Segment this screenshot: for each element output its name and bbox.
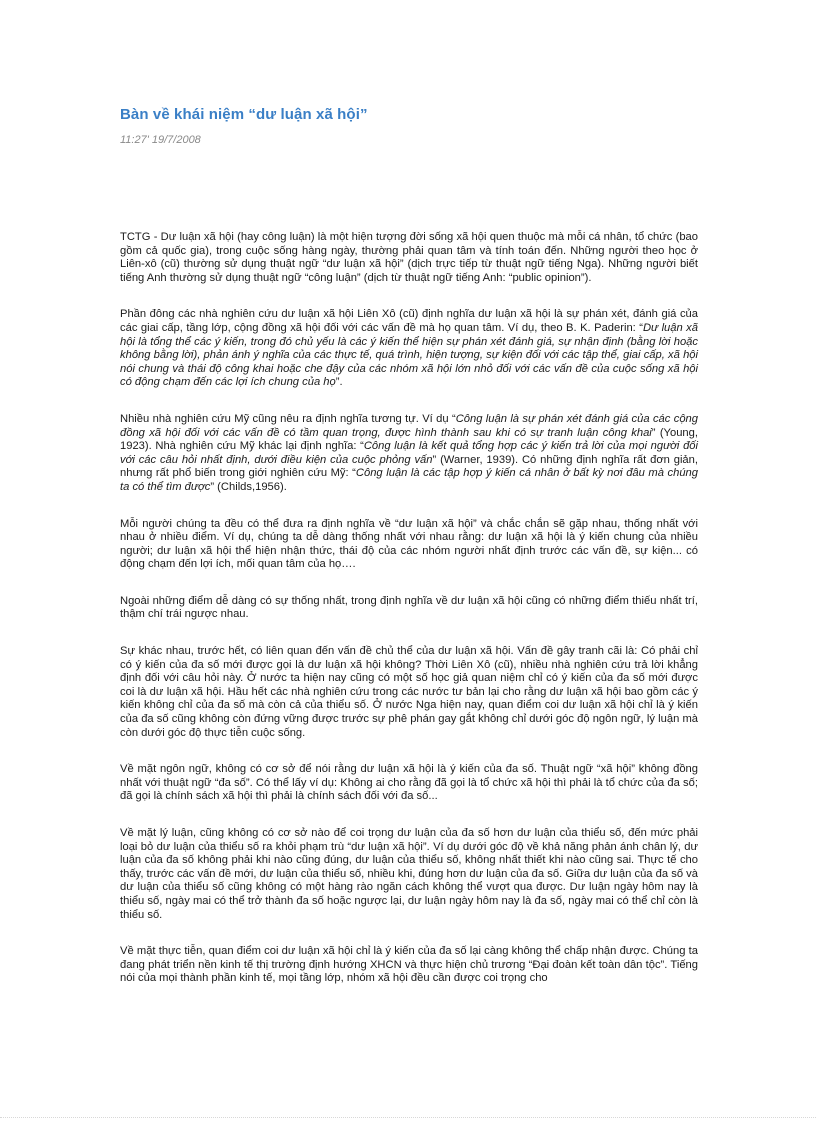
article-date: 11:27' 19/7/2008	[120, 134, 201, 146]
paragraph-text: Phần đông các nhà nghiên cứu dư luận xã hội Liên Xô (cũ) định nghĩa dư luận xã hội là sự phán xét, đánh giá của các giai cấp, tầng lớp, cộng đồng xã hội đối với các vấn đề mà họ quan tâm. Ví dụ, theo B. K. Paderin: “	[120, 308, 698, 334]
article-paragraph	[120, 945, 698, 986]
article-paragraph	[120, 413, 698, 495]
paragraph-text: Ngoài những điểm dễ dàng có sự thống nhất, trong định nghĩa về dư luận xã hội cũng có những điểm thiếu nhất trí, thậm chí trái ngược nhau.	[120, 594, 698, 621]
paragraph-text: Mỗi người chúng ta đều có thể đưa ra định nghĩa về “dư luận xã hội” và chắc chắn sẽ gặp nhau, thống nhất với nhau ở nhiều điểm. Ví dụ, chúng ta dễ dàng thống nhất với nhau rằng: dư luận xã hội là ý kiến chung của nhiều người; dư luận xã hội thể hiện nhận thức, thái độ của các nhóm người nhất định trước các vấn đề, sự kiện... có động chạm đến lợi ích, mối quan tâm của họ….	[120, 517, 698, 571]
paragraph-text: Nhiều nhà nghiên cứu Mỹ cũng nêu ra định nghĩa tương tự. Ví dụ “	[120, 412, 456, 425]
quoted-definition: Công luận là sự phán xét đánh giá của các cộng đồng xã hội đối với các vấn đề có tầm quan trọng, được hình thành sau khi có sự tranh luận công khai	[120, 412, 698, 439]
paragraph-text: TCTG - Dư luận xã hội (hay công luận) là một hiện tượng đời sống xã hội quen thuộc mà mỗi cá nhân, tổ chức (bao gồm cả quốc gia), trong cuộc sống hàng ngày, thường phải quan tâm và tính toán đến. Những người theo học ở Liên-xô (cũ) thường sử dụng thuật ngữ “dư luận xã hội” (dịch trực tiếp từ thuật ngữ tiếng Nga). Những người biết tiếng Anh thường sử dụng thuật ngữ “công luận” (dịch từ thuật ngữ tiếng Anh: “public opinion”).	[120, 231, 698, 284]
paragraph-text: ” (Young, 1923). Nhà nghiên cứu Mỹ khác lại định nghĩa: “	[120, 426, 698, 453]
paragraph-text: ”.	[335, 376, 343, 389]
article-body	[120, 231, 698, 986]
paragraph-text: Sự khác nhau, trước hết, có liên quan đến vấn đề chủ thể của dư luận xã hội. Vấn đề gây tranh cãi là: Có phải chỉ có ý kiến của đa số mới được gọi là dư luận xã hội không? Thời Liên Xô (cũ), nhiều nhà nghiên cứu trả lời khẳng định đối với câu hỏi này. Ở nước ta hiện nay cũng có một số học giả quan niệm chỉ có ý kiến của đa số mới được coi là dư luận xã hội. Hầu hết các nhà nghiên cứu trong các nước tư bản lại cho rằng dư luận xã hội bao gồm các ý kiến không chỉ của đa số mà còn cả của thiểu số. Ở nước Nga hiện nay, quan điểm coi dư luận xã hội chỉ là ý kiến của đa số cũng không còn đứng vững được trước sự phê phán gay gắt không chỉ dưới góc độ ngôn ngữ, lý luận mà còn dưới góc độ thực tiễn cuộc sống.	[120, 645, 698, 739]
quoted-definition: Công luận là các tập hợp ý kiến cá nhân ở bất kỳ nơi đâu mà chúng ta có thể tìm được	[120, 467, 698, 493]
article-paragraph	[120, 518, 698, 572]
paragraph-text: Về mặt thực tiễn, quan điểm coi dư luận xã hội chỉ là ý kiến của đa số lại càng không thể chấp nhận được. Chúng ta đang phát triển nền kinh tế thị trường định hướng XHCN và thực hiện chủ trương “Đại đoàn kết toàn dân tộc”. Tiếng nói của mọi thành phần kinh tế, mọi tầng lớp, nhóm xã hội đều cần được coi trọng cho	[120, 945, 698, 985]
paragraph-text: ” (Warner, 1939). Có những định nghĩa rất đơn giản, nhưng rất phổ biến trong giới nghiên cứu Mỹ: “	[120, 453, 698, 480]
article-paragraph	[120, 827, 698, 922]
article-paragraph	[120, 645, 698, 740]
quoted-definition: Công luận là kết quả tổng hợp các ý kiến trả lời của mọi người đối với các câu hỏi nhất định, dưới điều kiện của cuộc phỏng vấn	[120, 440, 698, 466]
quoted-definition: Dư luận xã hội là tổng thể các ý kiến, trong đó chủ yếu là các ý kiến thể hiện sự phán xét đánh giá, sự nhận định (bằng lời hoặc không bằng lời), phản ánh ý nghĩa của các thực tế, quá trình, hiện tượng, sự kiện đối với các tập thể, giai cấp, xã hội nói chung và thái độ công khai hoặc che đậy của các nhóm xã hội lớn nhỏ đối với các vấn đề của cuộc sống xã hội có động chạm đến các lợi ích chung của họ	[120, 321, 698, 389]
page-bottom-divider	[0, 1117, 816, 1118]
paragraph-text: Về mặt lý luận, cũng không có cơ sở nào để coi trọng dư luận của đa số hơn dư luận của thiểu số, đến mức phải loại bỏ dư luận của thiểu số ra khỏi phạm trù “dư luận xã hội”. Ví dụ dưới góc độ về khả năng phản ánh chân lý, dư luận của đa số không phải khi nào cũng đúng, dư luận của thiểu số, không nhất thiết khi nào cũng sai. Thực tế cho thấy, trước các vấn đề mới, dư luận của thiểu số, nhiều khi, đúng hơn dư luận của đa số. Giữa dư luận của đa số và dư luận của thiểu số cũng không có một hàng rào ngăn cách không thể vượt qua được. Dư luận ngày hôm nay là thiểu số, ngày mai có thể trở thành đa số hoặc ngược lại, dư luận ngày hôm nay là đa số, ngày mai có thể chỉ còn là thiểu số.	[120, 827, 698, 921]
article-paragraph	[120, 595, 698, 622]
article-paragraph	[120, 231, 698, 285]
article-title: Bàn về khái niệm “dư luận xã hội”	[120, 106, 368, 123]
article-paragraph	[120, 763, 698, 804]
article-paragraph	[120, 308, 698, 390]
paragraph-text: Về mặt ngôn ngữ, không có cơ sở để nói rằng dư luận xã hội là ý kiến của đa số. Thuật ngữ “xã hội” không đồng nhất với thuật ngữ “đa số”. Có thể lấy ví dụ: Không ai cho rằng đã gọi là tổ chức xã hội thì phải là tổ chức của đa số; đã gọi là chính sách xã hội thì phải là chính sách đối với đa số...	[120, 763, 698, 803]
paragraph-text: ” (Childs,1956).	[210, 480, 287, 493]
